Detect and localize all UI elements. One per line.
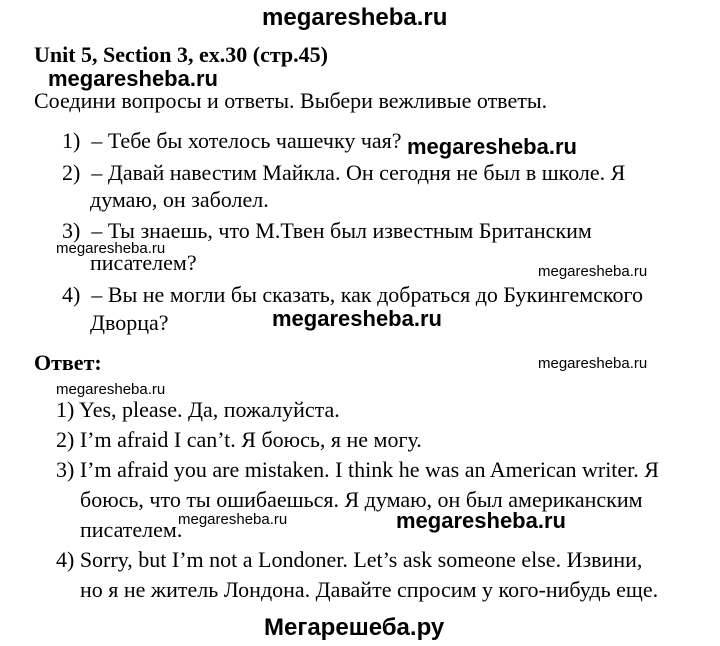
question-1: 1) – Тебе бы хотелось чашечку чая? [62,128,402,153]
answer-4-line1: 4) Sorry, but I’m not a Londoner. Let’s ask someone else. Извини, [56,547,643,572]
question-2-line1: 2) – Давай навестим Майкла. Он сегодня не был в школе. Я [62,160,626,185]
site-footer: Мегарешеба.ру [264,614,445,641]
answer-3-line3: писателем. [80,517,183,542]
answer-4-line2: но я не житель Лондона. Давайте спросим у кого-нибудь еще. [80,577,659,602]
watermark: megaresheba.ru [407,134,577,159]
answer-1: 1) Yes, please. Да, пожалуйста. [56,397,340,422]
watermark: megaresheba.ru [56,240,166,257]
watermark: megaresheba.ru [48,66,218,91]
watermark: megaresheba.ru [396,508,566,533]
question-3-line2: писателем? [90,250,197,275]
watermark: megaresheba.ru [56,381,166,398]
watermark: megaresheba.ru [538,355,648,372]
watermark: megaresheba.ru [272,306,442,331]
question-4-line1: 4) – Вы не могли бы сказать, как добраться до Букингемского [62,282,643,307]
watermark: megaresheba.ru [538,263,648,280]
question-2-line2: думаю, он заболел. [90,187,269,212]
answer-3-line2: боюсь, что ты ошибаешься. Я думаю, он был американским [80,487,643,512]
instruction: Соедини вопросы и ответы. Выбери вежливые ответы. [34,88,548,113]
answer-3-line1: 3) I’m afraid you are mistaken. I think he was an American writer. Я [56,457,659,482]
question-4-line2: Дворца? [90,310,169,335]
exercise-title: Unit 5, Section 3, ex.30 (стр.45) [34,42,328,67]
site-header: megaresheba.ru [262,4,448,31]
answer-heading: Ответ: [34,350,102,375]
question-3-line1: 3) – Ты знаешь, что М.Твен был известным Британским [62,218,592,243]
answer-2: 2) I’m afraid I can’t. Я боюсь, я не могу. [56,427,422,452]
watermark: megaresheba.ru [178,511,288,528]
